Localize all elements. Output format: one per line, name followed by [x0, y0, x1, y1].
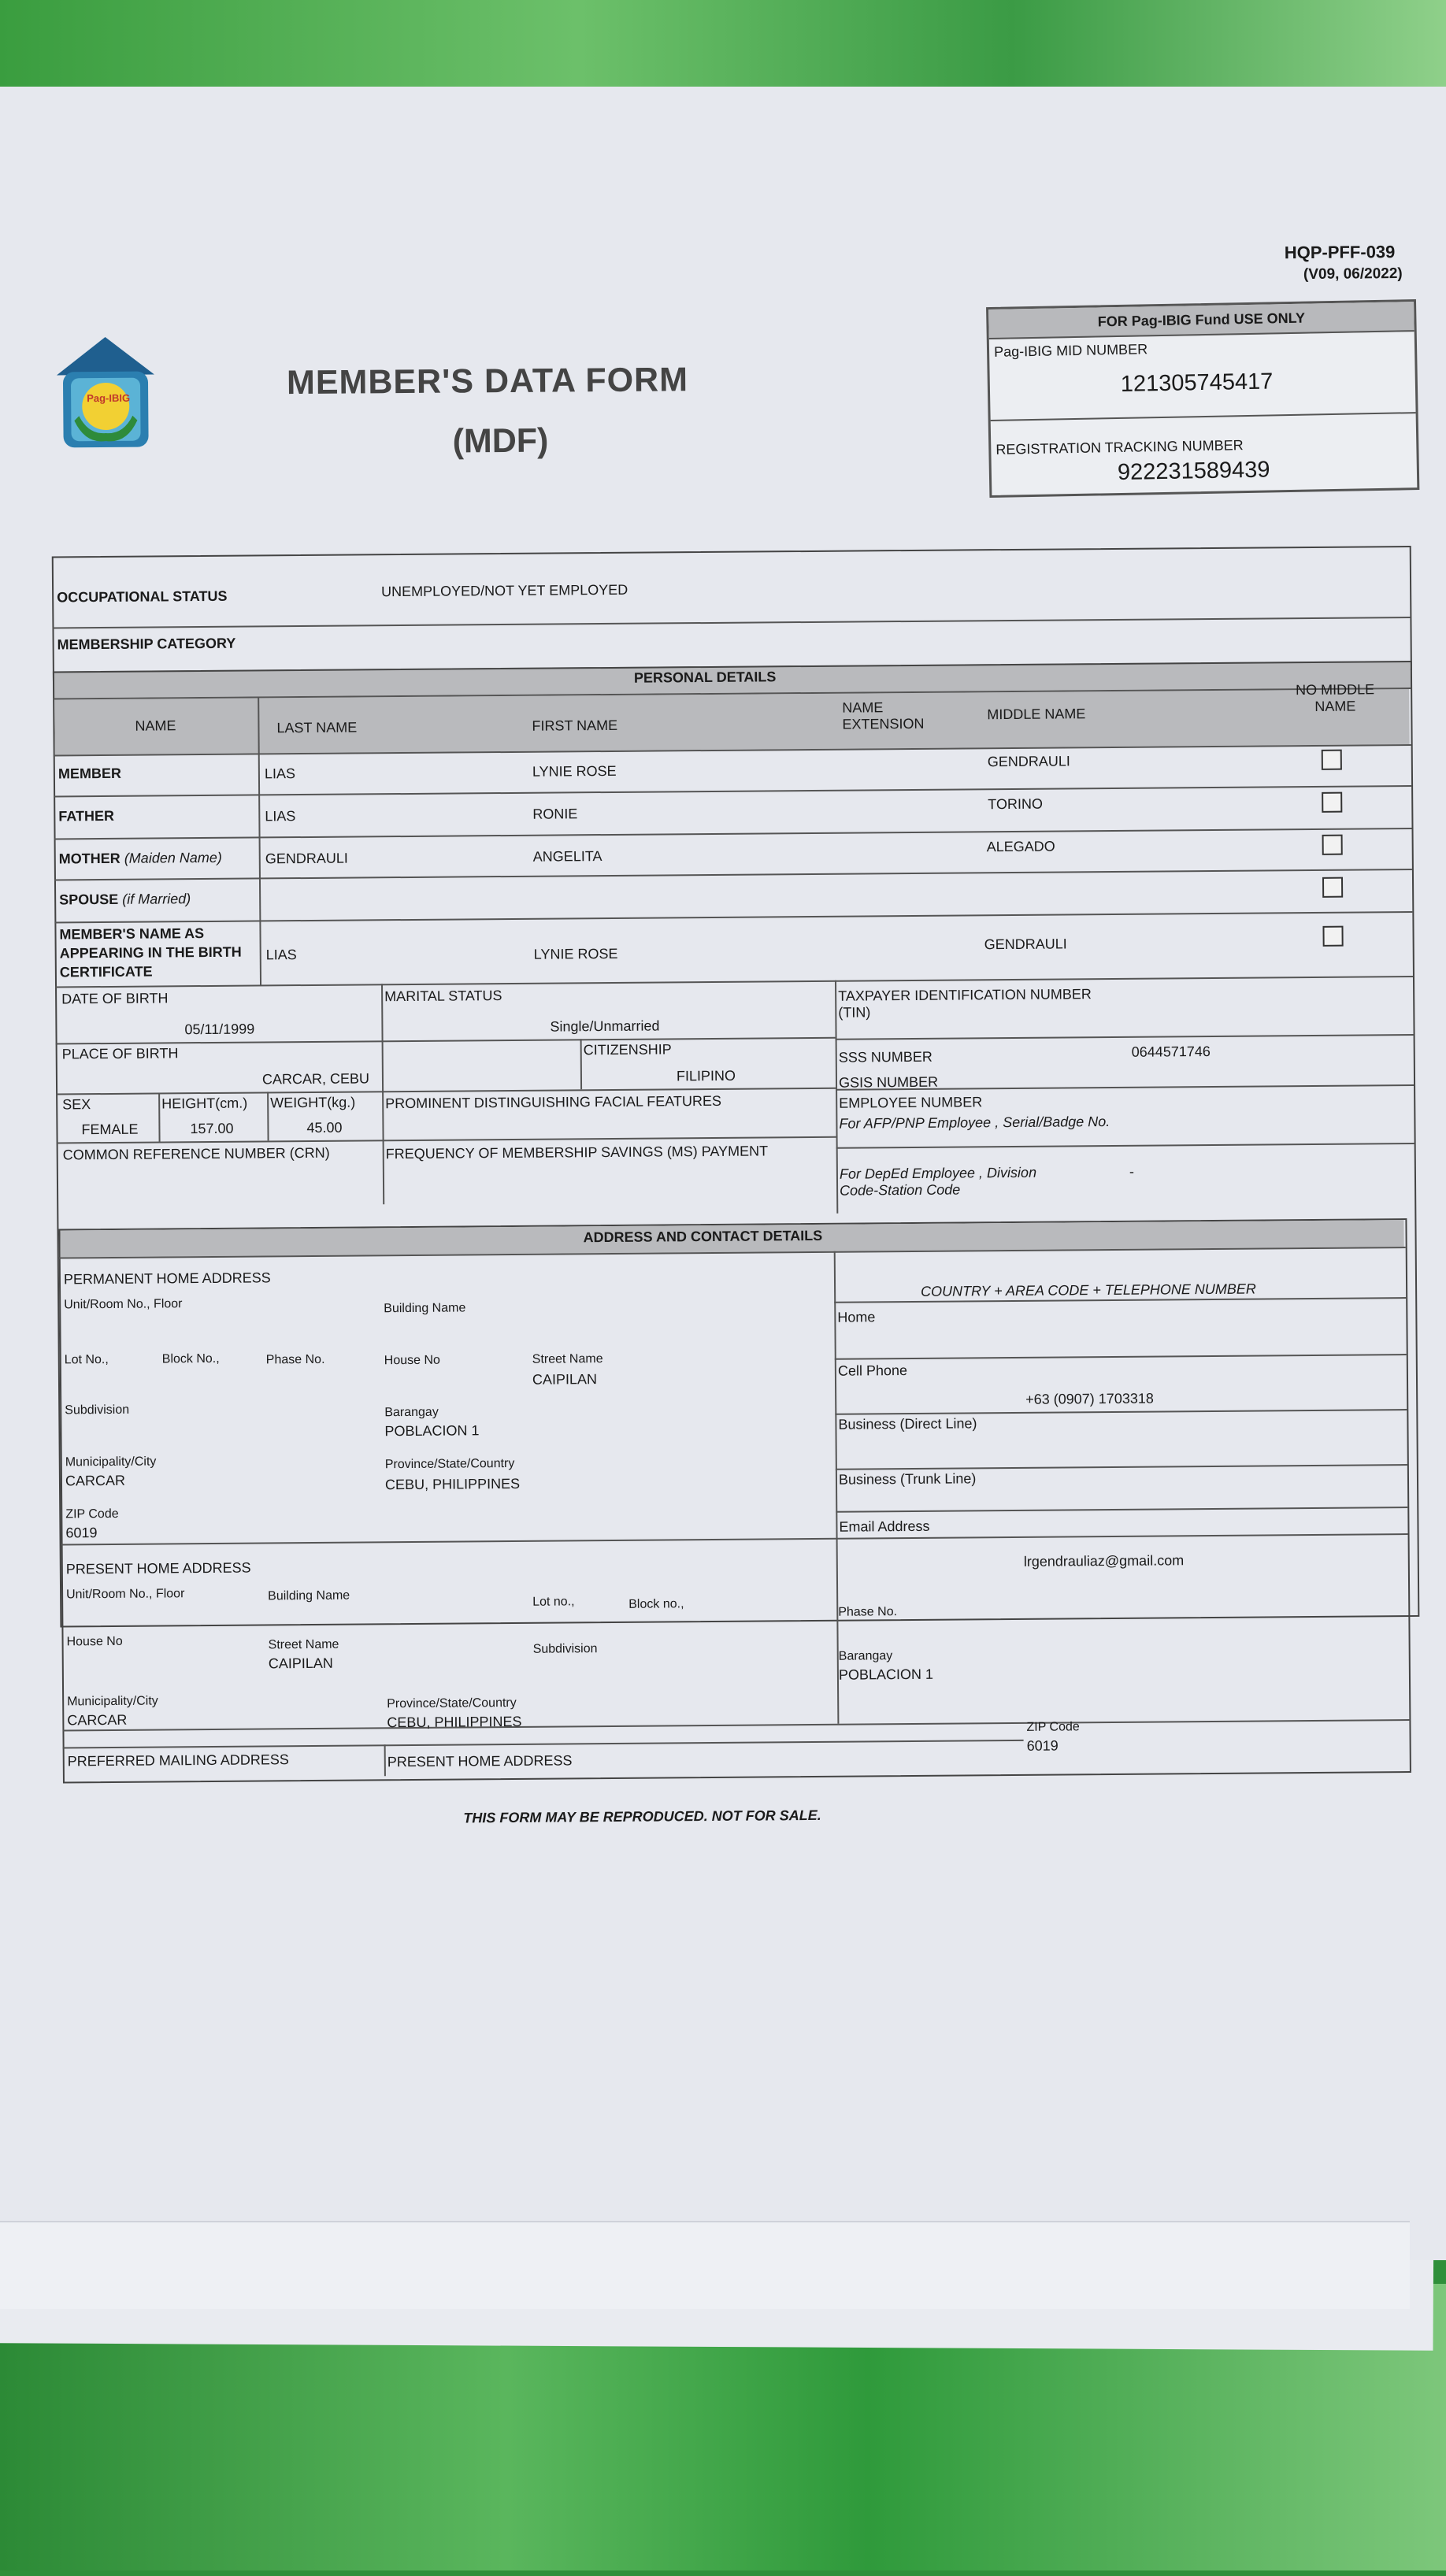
present-unit-label: Unit/Room No., Floor: [66, 1587, 185, 1602]
divider: [384, 1744, 386, 1776]
sss-label: SSS NUMBER: [838, 1048, 932, 1066]
province-value: CEBU, PHILIPPINES: [384, 1475, 521, 1493]
col-name-extension: NAME EXTENSION: [842, 699, 925, 732]
status-box: [52, 546, 1412, 681]
weight-value: 45.00: [306, 1119, 343, 1136]
spouse-no-middle-checkbox[interactable]: [1322, 877, 1343, 898]
present-municipality-label: Municipality/City: [67, 1694, 158, 1709]
present-lot-label: Lot no.,: [532, 1595, 575, 1609]
member-first-name: LYNIE ROSE: [532, 762, 617, 780]
preferred-mailing-value: PRESENT HOME ADDRESS: [387, 1752, 573, 1770]
col-last-name: LAST NAME: [276, 719, 358, 736]
address-box: [58, 1218, 1411, 1783]
father-middle-name: TORINO: [988, 795, 1043, 813]
barangay-label: Barangay: [384, 1405, 439, 1420]
street-label: Street Name: [532, 1352, 603, 1366]
block-label: Block No.,: [161, 1351, 220, 1366]
zip-label: ZIP Code: [65, 1507, 119, 1522]
office-use-box: [986, 299, 1419, 498]
unit-label: Unit/Room No., Floor: [64, 1297, 183, 1312]
present-province-value: CEBU, PHILIPPINES: [387, 1713, 522, 1731]
business-trunk-label: Business (Trunk Line): [838, 1470, 977, 1488]
phase-label: Phase No.: [265, 1352, 325, 1367]
father-first-name: RONIE: [532, 806, 578, 822]
home-phone-label: Home: [837, 1309, 876, 1325]
form-code: HQP-PFF-039: [1284, 242, 1396, 263]
municipality-label: Municipality/City: [65, 1455, 157, 1470]
member-last-name: LIAS: [264, 765, 296, 782]
height-label: HEIGHT(cm.): [161, 1095, 248, 1112]
facial-features-label: PROMINENT DISTINGUISHING FACIAL FEATURES: [385, 1092, 721, 1112]
present-zip-value: 6019: [1026, 1737, 1059, 1754]
mother-last-name: GENDRAULI: [265, 850, 348, 867]
row-mother-label: MOTHER (Maiden Name): [58, 849, 222, 867]
present-subdivision-label: Subdivision: [532, 1642, 598, 1656]
mid-label: Pag-IBIG MID NUMBER: [993, 341, 1148, 360]
present-address-label: PRESENT HOME ADDRESS: [65, 1559, 251, 1577]
col-name: NAME: [135, 717, 176, 734]
street-value: CAIPILAN: [532, 1371, 598, 1388]
citizenship-label: CITIZENSHIP: [583, 1041, 672, 1058]
personal-details-heading: PERSONAL DETAILS: [633, 669, 777, 686]
lot-label: Lot No.,: [64, 1352, 109, 1367]
marital-status-value: Single/Unmarried: [550, 1017, 660, 1035]
row-member-label: MEMBER: [57, 765, 121, 782]
father-no-middle-checkbox[interactable]: [1322, 792, 1342, 813]
phone-heading: COUNTRY + AREA CODE + TELEPHONE NUMBER: [921, 1281, 1256, 1299]
preferred-mailing-label: PREFERRED MAILING ADDRESS: [67, 1751, 289, 1770]
member-middle-name: GENDRAULI: [987, 753, 1070, 770]
father-last-name: LIAS: [265, 808, 296, 825]
cell-phone-label: Cell Phone: [837, 1362, 908, 1379]
sex-value: FEMALE: [81, 1121, 139, 1138]
email-value: lrgendrauliaz@gmail.com: [1023, 1552, 1185, 1570]
birth-cert-first-name: LYNIE ROSE: [533, 945, 618, 962]
permanent-address-label: PERMANENT HOME ADDRESS: [63, 1269, 271, 1288]
employee-number-note: For AFP/PNP Employee , Serial/Badge No.: [839, 1113, 1110, 1132]
office-use-heading: FOR Pag-IBIG Fund USE ONLY: [988, 302, 1414, 339]
gsis-label: GSIS NUMBER: [838, 1073, 939, 1091]
rtn-value: 922231589439: [1117, 457, 1270, 486]
crn-label: COMMON REFERENCE NUMBER (CRN): [62, 1144, 330, 1163]
page-subtitle: (MDF): [452, 421, 549, 461]
occupational-status-value: UNEMPLOYED/NOT YET EMPLOYED: [381, 581, 628, 600]
col-first-name: FIRST NAME: [532, 717, 618, 734]
weight-label: WEIGHT(kg.): [270, 1094, 356, 1111]
mid-value: 121305745417: [1120, 369, 1274, 397]
birth-cert-no-middle-checkbox[interactable]: [1322, 926, 1343, 947]
present-phase-label: Phase No.: [838, 1605, 898, 1619]
rtn-label: REGISTRATION TRACKING NUMBER: [996, 437, 1244, 458]
tin-label: TAXPAYER IDENTIFICATION NUMBER (TIN): [838, 986, 1092, 1021]
zip-value: 6019: [65, 1525, 98, 1541]
barangay-value: POBLACION 1: [384, 1422, 480, 1440]
row-father-label: FATHER: [58, 807, 115, 825]
email-label: Email Address: [839, 1518, 930, 1535]
present-barangay-value: POBLACION 1: [838, 1666, 934, 1683]
deped-value: -: [1129, 1163, 1134, 1180]
present-block-label: Block no.,: [628, 1597, 684, 1611]
present-province-label: Province/State/Country: [387, 1696, 517, 1711]
present-street-value: CAIPILAN: [268, 1655, 333, 1672]
row-spouse-label: SPOUSE (if Married): [59, 891, 191, 908]
ms-frequency-label: FREQUENCY OF MEMBERSHIP SAVINGS (MS) PAYMENT: [385, 1143, 769, 1162]
sex-label: SEX: [62, 1096, 91, 1113]
dob-value: 05/11/1999: [184, 1021, 255, 1038]
municipality-value: CARCAR: [65, 1472, 126, 1489]
building-label: Building Name: [384, 1301, 466, 1316]
present-barangay-label: Barangay: [838, 1649, 893, 1663]
house-label: House No: [384, 1353, 440, 1368]
reproduction-note: THIS FORM MAY BE REPRODUCED. NOT FOR SALE.: [463, 1807, 821, 1826]
col-no-middle-name: NO MIDDLE NAME: [1296, 681, 1375, 714]
divider: [991, 412, 1416, 421]
membership-category-label: MEMBERSHIP CATEGORY: [57, 635, 236, 653]
mother-no-middle-checkbox[interactable]: [1322, 835, 1343, 855]
occupational-status-label: OCCUPATIONAL STATUS: [57, 587, 228, 606]
present-house-label: House No: [66, 1634, 123, 1649]
sss-value: 0644571746: [1131, 1043, 1211, 1060]
subdivision-label: Subdivision: [65, 1403, 130, 1418]
form-version: (V09, 06/2022): [1303, 265, 1403, 284]
citizenship-value: FILIPINO: [676, 1067, 736, 1084]
birth-cert-name-label: MEMBER'S NAME AS APPEARING IN THE BIRTH CERTIFICATE: [59, 925, 242, 980]
member-no-middle-checkbox[interactable]: [1322, 750, 1342, 770]
deped-note: For DepEd Employee , Division Code-Station Code: [839, 1164, 1037, 1199]
province-label: Province/State/Country: [384, 1456, 515, 1472]
dob-label: DATE OF BIRTH: [61, 990, 169, 1007]
height-value: 157.00: [190, 1120, 234, 1137]
birth-cert-last-name: LIAS: [265, 947, 297, 963]
col-middle-name: MIDDLE NAME: [987, 706, 1086, 723]
present-zip-label: ZIP Code: [1026, 1720, 1080, 1734]
marital-status-label: MARITAL STATUS: [384, 988, 502, 1005]
present-municipality-value: CARCAR: [67, 1711, 128, 1729]
logo-text: Pag-IBIG: [87, 391, 131, 405]
address-heading: ADDRESS AND CONTACT DETAILS: [583, 1227, 823, 1246]
business-direct-label: Business (Direct Line): [838, 1415, 977, 1433]
page-title: MEMBER'S DATA FORM: [286, 361, 689, 402]
present-building-label: Building Name: [268, 1588, 350, 1603]
place-of-birth-value: CARCAR, CEBU: [261, 1070, 370, 1088]
mother-middle-name: ALEGADO: [986, 838, 1055, 855]
present-street-label: Street Name: [268, 1637, 339, 1652]
cell-phone-value: +63 (0907) 1703318: [1025, 1390, 1154, 1407]
employee-number-label: EMPLOYEE NUMBER: [839, 1094, 983, 1111]
mother-first-name: ANGELITA: [532, 848, 602, 865]
birth-cert-middle-name: GENDRAULI: [984, 936, 1067, 953]
place-of-birth-label: PLACE OF BIRTH: [61, 1045, 179, 1062]
